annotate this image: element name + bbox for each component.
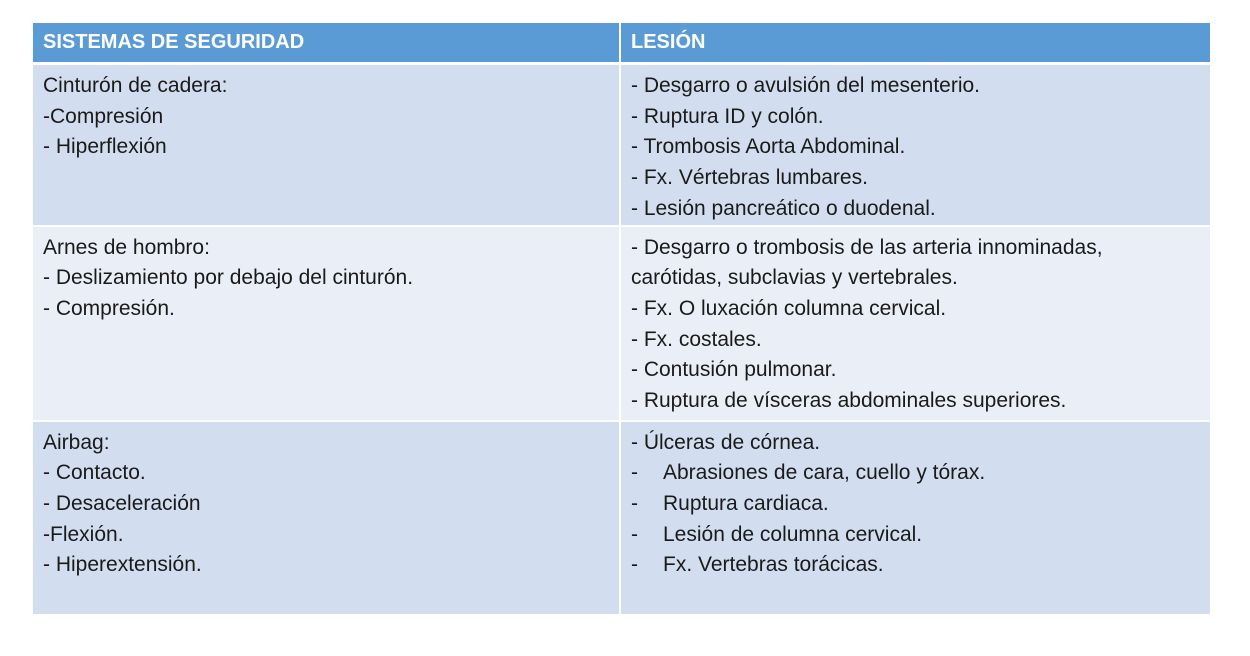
injury-cell xyxy=(620,226,1210,421)
mechanism-line: - Hiperflexión xyxy=(43,135,167,159)
injury-line: - Lesión pancreático o duodenal. xyxy=(631,196,936,220)
injury-line: carótidas, subclavias y vertebrales. xyxy=(631,266,958,290)
injury-line: - Úlceras de córnea. xyxy=(631,430,821,454)
injury-list-item xyxy=(631,489,1200,520)
mechanism-line: - Hiperextensión. xyxy=(43,553,202,577)
list-dash: - xyxy=(631,553,638,577)
table-row xyxy=(33,421,1210,614)
system-cell xyxy=(33,421,620,614)
injury-line: - Desgarro o avulsión del mesenterio. xyxy=(631,74,981,97)
system-cell xyxy=(33,226,620,421)
list-dash: - xyxy=(631,491,638,515)
injury-line: - Contusión pulmonar. xyxy=(631,358,837,382)
injury-cell xyxy=(620,421,1210,614)
injury-line: - Fx. O luxación columna cervical. xyxy=(631,296,947,320)
header-row xyxy=(33,23,1210,64)
injury-line: - Fx. costales. xyxy=(631,327,762,351)
header-injury: LESIÓN xyxy=(620,23,1210,64)
injury-line: Ruptura cardiaca. xyxy=(663,491,829,515)
injury-list-item xyxy=(631,458,1200,489)
injury-cell xyxy=(620,64,1210,226)
injury-list-item xyxy=(631,550,1200,581)
system-cell xyxy=(33,64,620,226)
system-title: Arnes de hombro: xyxy=(43,235,210,259)
mechanism-line: - Contacto. xyxy=(43,461,146,485)
mechanism-line: -Compresión xyxy=(43,104,164,128)
mechanism-line: - Desaceleración xyxy=(43,491,201,515)
system-title: Cinturón de cadera: xyxy=(43,74,228,97)
list-dash: - xyxy=(631,522,638,546)
injury-line: - Trombosis Aorta Abdominal. xyxy=(631,135,906,159)
safety-systems-table-container xyxy=(33,23,1210,614)
injury-line: - Ruptura de vísceras abdominales superiores. xyxy=(631,389,1067,413)
table-row xyxy=(33,64,1210,226)
system-title: Airbag: xyxy=(43,430,110,454)
list-dash: - xyxy=(631,461,638,485)
mechanism-line: - Compresión. xyxy=(43,296,175,320)
injury-line: - Ruptura ID y colón. xyxy=(631,104,824,128)
injury-line: Lesión de columna cervical. xyxy=(663,522,923,546)
injury-list-item xyxy=(631,520,1200,551)
mechanism-line: -Flexión. xyxy=(43,522,124,546)
injury-line: Fx. Vertebras torácicas. xyxy=(663,553,884,577)
table-row xyxy=(33,226,1210,421)
header-safety-systems: SISTEMAS DE SEGURIDAD xyxy=(33,23,620,64)
mechanism-line: - Deslizamiento por debajo del cinturón. xyxy=(43,266,414,290)
injury-line: - Fx. Vértebras lumbares. xyxy=(631,166,868,190)
safety-systems-table xyxy=(33,23,1210,614)
injury-line: Abrasiones de cara, cuello y tórax. xyxy=(663,461,986,485)
injury-line: - Desgarro o trombosis de las arteria innominadas, xyxy=(631,235,1103,259)
